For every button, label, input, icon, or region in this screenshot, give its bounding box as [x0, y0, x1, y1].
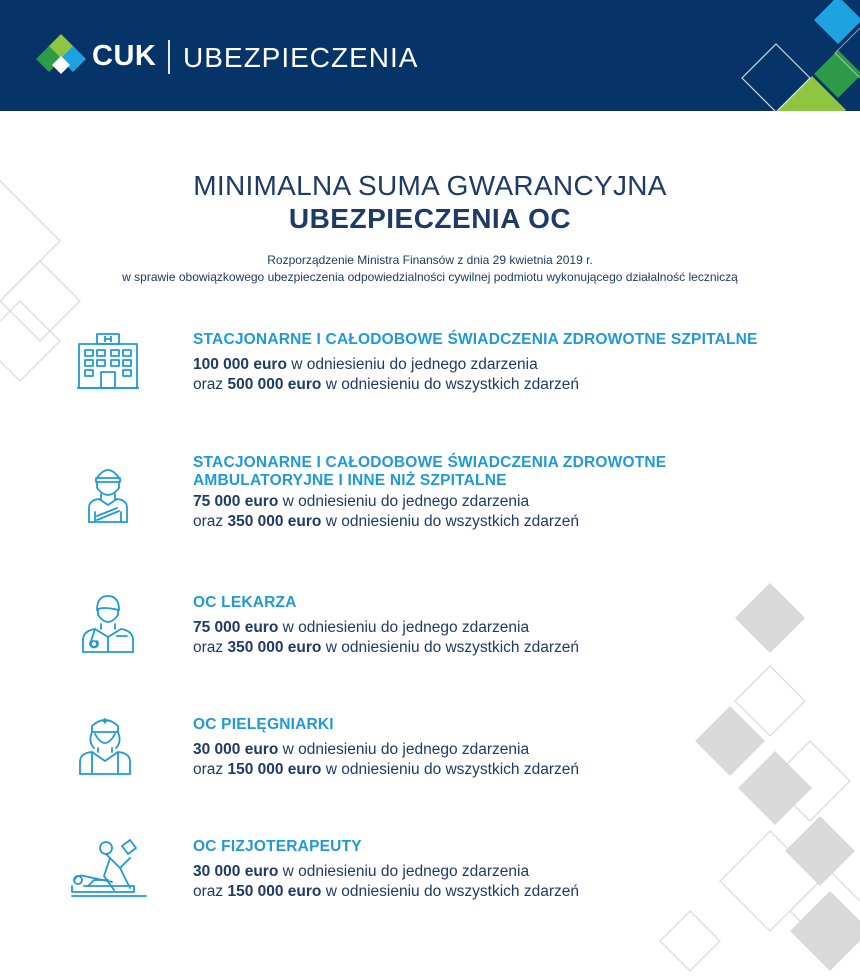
amount-all-text: w odniesieniu do wszystkich zdarzeń — [321, 883, 580, 900]
amount-all-text: w odniesieniu do wszystkich zdarzeń — [321, 639, 580, 656]
amount-single: 30 000 euro — [193, 741, 279, 758]
amount-single-line — [193, 862, 813, 882]
item-heading: OC LEKARZA — [193, 594, 297, 611]
coverage-item-hospital — [193, 331, 813, 395]
item-heading-line2: AMBULATORYJNE I INNE NIŻ SZPITALNE — [193, 472, 507, 489]
amount-all-text: w odniesieniu do wszystkich zdarzeń — [321, 513, 580, 530]
item-heading-line1: STACJONARNE I CAŁODOBOWE ŚWIADCZENIA ZDROWOTNE — [193, 454, 667, 471]
amount-all: 350 000 euro — [227, 513, 322, 530]
injured-patient-icon — [75, 460, 141, 526]
amount-single-text: w odniesieniu do jednego zdarzenia — [286, 356, 538, 373]
amount-single-text: w odniesieniu do jednego zdarzenia — [278, 493, 530, 510]
amount-all-line — [193, 512, 813, 532]
amount-all: 150 000 euro — [227, 883, 322, 900]
amount-all-text: w odniesieniu do wszystkich zdarzeń — [321, 761, 580, 778]
brand-name: CUK — [92, 40, 157, 72]
coverage-item-ambulatory — [193, 454, 813, 532]
amount-all: 500 000 euro — [227, 376, 322, 393]
amount-single: 30 000 euro — [193, 863, 279, 880]
amount-all: 150 000 euro — [227, 761, 322, 778]
nurse-icon — [72, 712, 138, 778]
amount-single-text: w odniesieniu do jednego zdarzenia — [278, 741, 530, 758]
amount-all: 350 000 euro — [227, 639, 322, 656]
amount-all-line — [193, 760, 813, 780]
doctor-icon — [75, 590, 141, 656]
amount-single-text: w odniesieniu do jednego zdarzenia — [278, 619, 530, 636]
amount-all-prefix: oraz — [193, 883, 228, 900]
regulation-subtitle-line1: Rozporządzenie Ministra Finansów z dnia 29 kwietnia 2019 r. — [267, 253, 593, 267]
regulation-subtitle-line2: w sprawie obowiązkowego ubezpieczenia odpowiedzialności cywilnej podmiotu wykonującego działalność leczniczą — [122, 270, 738, 284]
page-title-line1: MINIMALNA SUMA GWARANCYJNA — [193, 170, 667, 201]
amount-single: 75 000 euro — [193, 619, 279, 636]
amount-single-line — [193, 740, 813, 760]
amount-single-line — [193, 355, 813, 375]
amount-all-text: w odniesieniu do wszystkich zdarzeń — [321, 376, 580, 393]
amount-single: 75 000 euro — [193, 493, 279, 510]
amount-all-prefix: oraz — [193, 376, 228, 393]
amount-all-line — [193, 375, 813, 395]
amount-all-prefix: oraz — [193, 513, 228, 530]
amount-all-prefix: oraz — [193, 761, 228, 778]
amount-single-line — [193, 492, 813, 512]
coverage-item-nurse — [193, 716, 813, 780]
corner-diamonds-decoration — [740, 0, 860, 111]
amount-single-line — [193, 618, 813, 638]
physiotherapist-icon — [70, 836, 150, 902]
cuk-logo-icon — [36, 32, 86, 82]
amount-all-line — [193, 882, 813, 902]
coverage-item-doctor — [193, 594, 813, 658]
amount-all-prefix: oraz — [193, 639, 228, 656]
amount-single-text: w odniesieniu do jednego zdarzenia — [278, 863, 530, 880]
amount-all-line — [193, 638, 813, 658]
brand-separator — [168, 40, 170, 74]
coverage-item-physiotherapist — [193, 838, 813, 902]
hospital-building-icon — [75, 328, 141, 394]
header-bar — [0, 0, 860, 111]
page-title-line2: UBEZPIECZENIA OC — [288, 203, 572, 234]
amount-single: 100 000 euro — [193, 356, 287, 373]
item-heading: OC FIZJOTERAPEUTY — [193, 838, 362, 855]
brand-subtitle: UBEZPIECZENIA — [183, 42, 419, 73]
item-heading: OC PIELĘGNIARKI — [193, 716, 334, 733]
item-heading: STACJONARNE I CAŁODOBOWE ŚWIADCZENIA ZDROWOTNE SZPITALNE — [193, 331, 758, 348]
